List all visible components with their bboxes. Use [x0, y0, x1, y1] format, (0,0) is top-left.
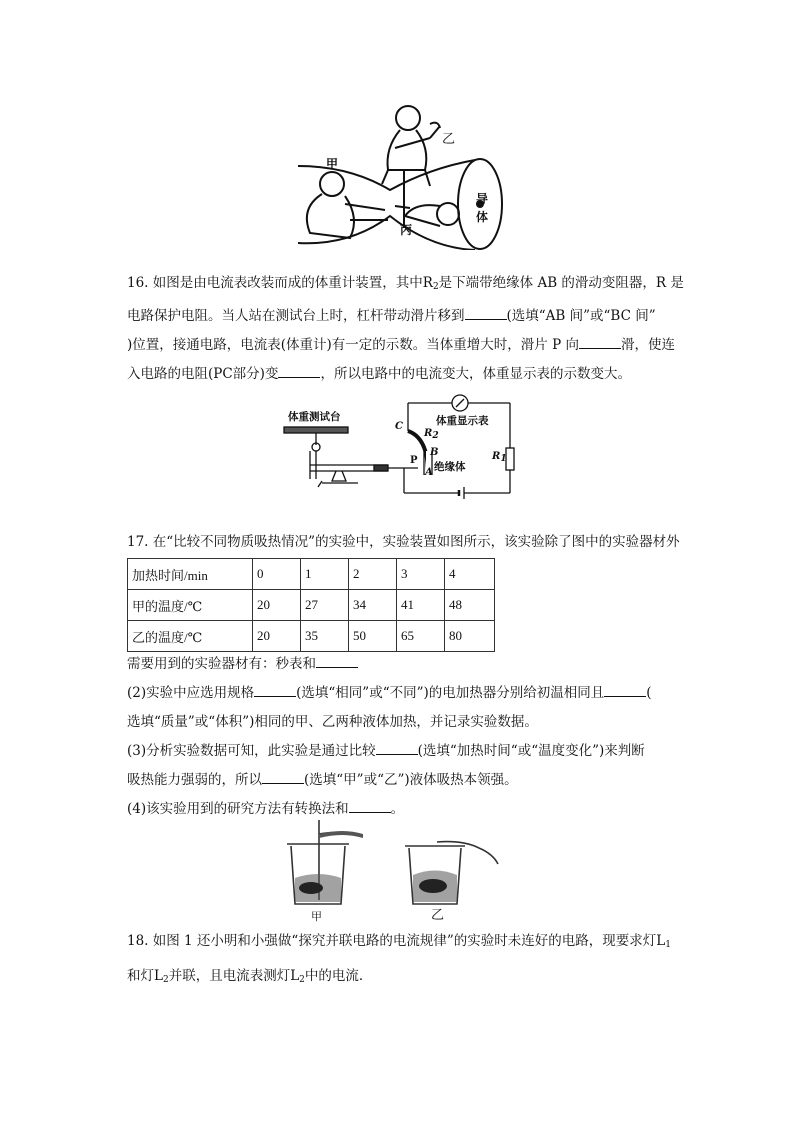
answer-blank [349, 798, 391, 813]
weight-scale-circuit-figure [278, 393, 518, 503]
label-A: A [425, 467, 433, 478]
answer-blank [376, 740, 418, 755]
q16-line-2: 电路保护电阻。当人站在测试台上时，杠杆带动滑片移到 (选填“AB 间”或“BC 间” [127, 302, 693, 331]
q17-line-3b: 吸热能力强弱的，所以 (选填“甲”或“乙”)液体吸热本领强。 [127, 767, 693, 794]
label-jia: 甲 [326, 157, 339, 171]
insulator-label: 绝缘体 [434, 461, 466, 473]
table-cell: 4 [445, 559, 495, 590]
q17-line-4: (4)该实验用到的研究方法有转换法和 。 [127, 796, 693, 823]
answer-blank [316, 653, 358, 668]
table-cell: 1 [301, 559, 349, 590]
q16-line-3: )位置，接通电路，电流表(体重计)有一定的示数。当体重增大时，滑片 P 向 滑，使连 [127, 331, 693, 360]
label-B: B [430, 447, 439, 458]
table-cell: 0 [253, 559, 301, 590]
beaker-label-jia: 甲 [311, 910, 322, 923]
table-cell: 加热时间/min [128, 559, 253, 590]
q17-line-2b: 选填“质量”或“体积”)相同的甲、乙两种液体加热，并记录实验数据。 [127, 714, 538, 730]
table-cell: 2 [349, 559, 397, 590]
table-cell: 80 [445, 621, 495, 652]
question-17-body [127, 651, 693, 823]
label-conductor-1: 导 [476, 192, 489, 206]
label-conductor-2: 体 [476, 210, 489, 224]
platform-label: 体重测试台 [288, 411, 341, 423]
answer-blank [604, 682, 646, 697]
cartoon-figure [290, 98, 510, 250]
display-label: 体重显示表 [436, 415, 489, 427]
table-cell: 乙的温度/℃ [128, 621, 253, 652]
table-row [128, 559, 495, 590]
beaker-figure [283, 820, 508, 922]
table-cell: 34 [349, 590, 397, 621]
table-cell: 20 [253, 590, 301, 621]
label-R1: $R_1$ [492, 451, 507, 464]
label-yi: 乙 [442, 132, 456, 147]
q17-intro: 17. 在“比较不同物质吸热情况”的实验中，实验装置如图所示，该实验除了图中的实验器材外 [127, 534, 680, 550]
answer-blank [262, 769, 304, 784]
answer-blank [465, 305, 507, 320]
q18-line-2: 和灯$L_2$并联，且电流表测灯$L_2$中的电流． [127, 968, 373, 985]
q17-line-need: 需要用到的实验器材有：秒表和 [127, 651, 693, 678]
table-cell: 甲的温度/℃ [128, 590, 253, 621]
table-cell: 48 [445, 590, 495, 621]
label-R2: $R_2$ [424, 428, 439, 441]
table-row [128, 621, 495, 652]
table-cell: 35 [301, 621, 349, 652]
answer-blank [579, 334, 621, 349]
label-C: C [395, 421, 403, 432]
table-cell: 65 [397, 621, 445, 652]
table-cell: 27 [301, 590, 349, 621]
table-cell: 41 [397, 590, 445, 621]
label-bing: 丙 [400, 223, 413, 237]
answer-blank [254, 682, 296, 697]
answer-blank [278, 363, 320, 378]
table-cell: 3 [397, 559, 445, 590]
q17-line-3a: (3)分析实验数据可知，此实验是通过比较 (选填“加热时间“或“温度变化”)来判断 [127, 738, 693, 765]
question-18 [127, 927, 693, 995]
q17-line-2a: (2)实验中应选用规格 (选填“相同”或“不同”)的电加热器分别给初温相同且 ( [127, 680, 693, 707]
q16-line-1: 16. 如图是由电流表改装而成的体重计装置，其中$R_2$是下端带绝缘体 AB 的滑动变阻器，R 是 [127, 275, 684, 292]
question-16 [127, 269, 693, 389]
beaker-drawing [283, 820, 508, 922]
q18-line-1: 18. 如图 1 还小明和小强做“探究并联电路的电流规律”的实验时未连好的电路，现要求灯$L_1$ [127, 933, 671, 950]
beaker-label-yi: 乙 [431, 908, 445, 923]
table-cell: 50 [349, 621, 397, 652]
table-row [128, 590, 495, 621]
temperature-table [127, 558, 495, 652]
label-P: P [410, 455, 418, 466]
table-cell: 20 [253, 621, 301, 652]
q16-line-4: 入电路的电阻(PC部分)变 ，所以电路中的电流变大，体重显示表的示数变大。 [127, 360, 693, 389]
